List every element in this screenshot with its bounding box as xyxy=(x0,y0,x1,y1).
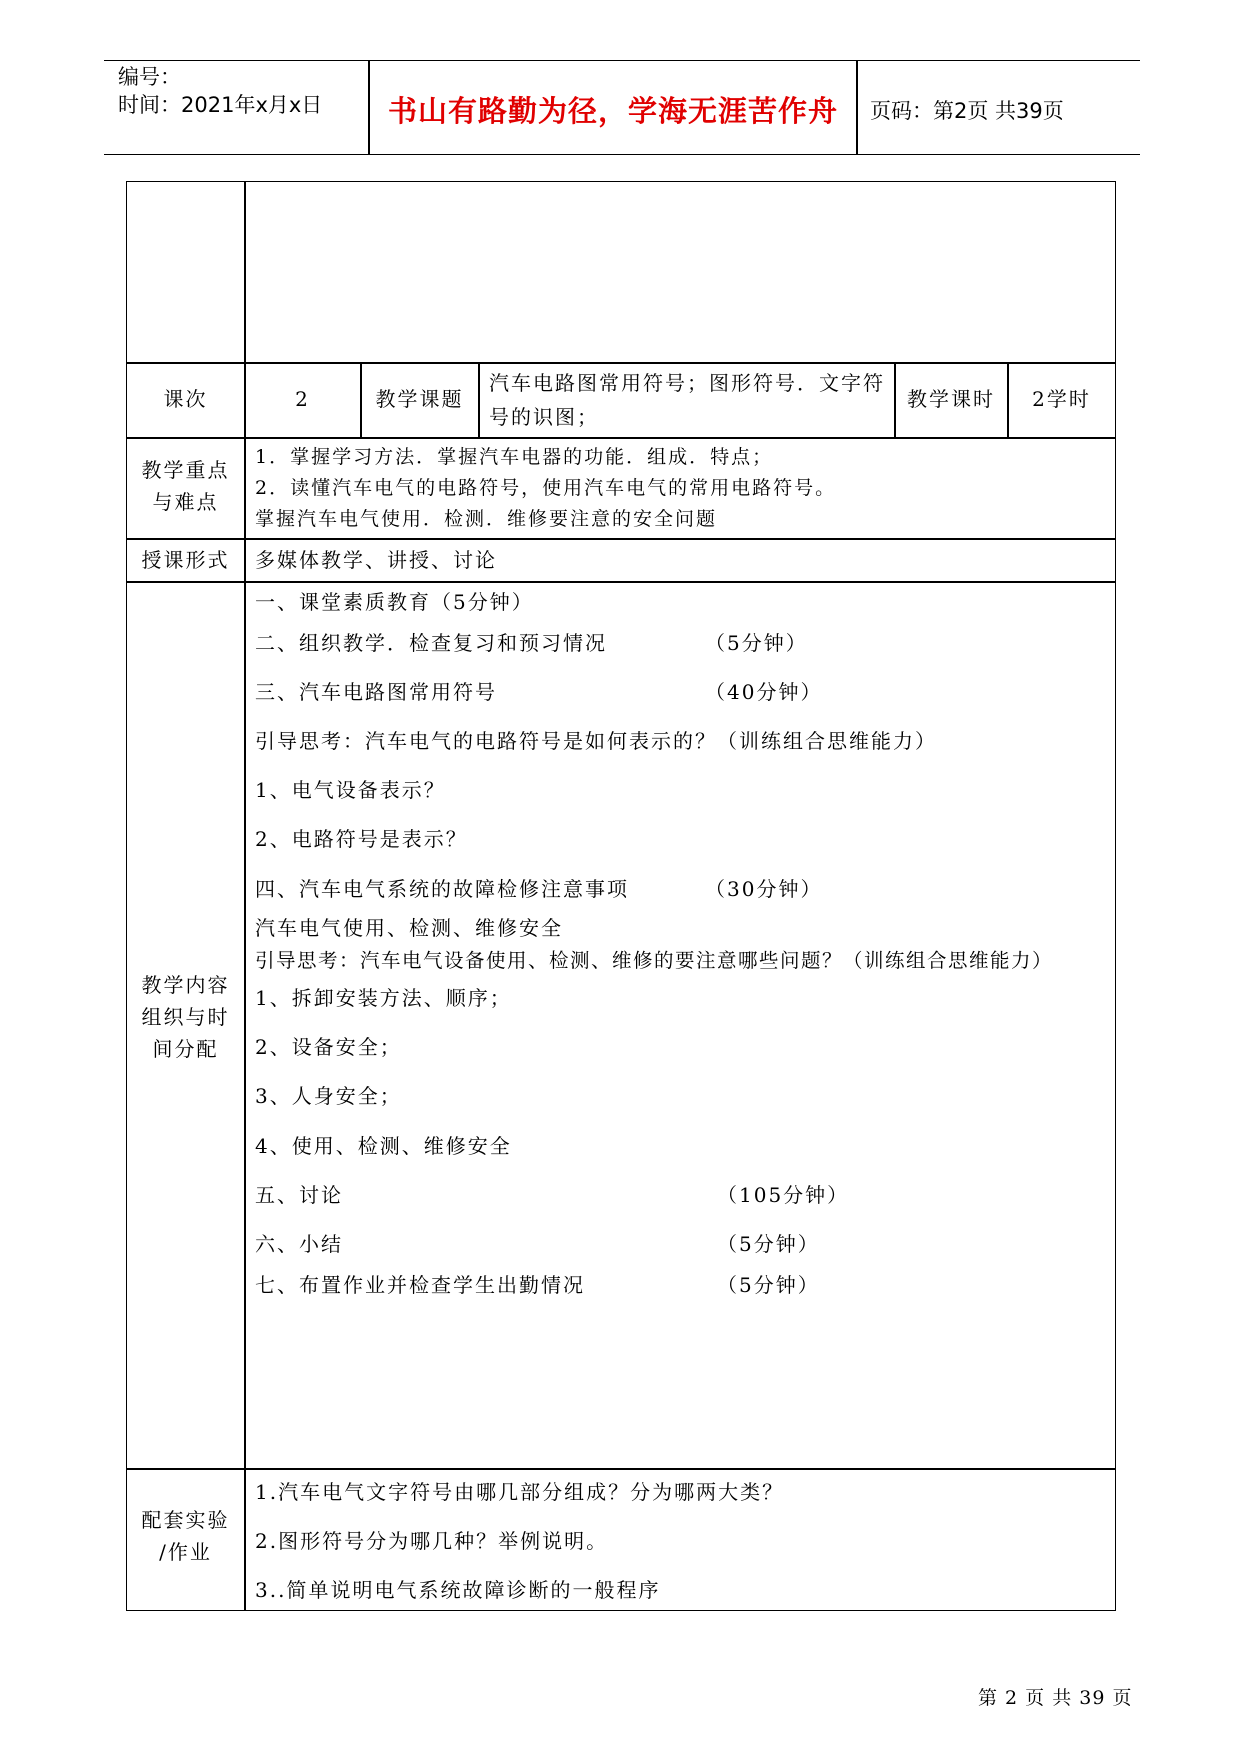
content-item-time: （5分钟） xyxy=(705,631,808,655)
homework-label-line: /作业 xyxy=(159,1540,212,1564)
content-item: 1、拆卸安装方法、顺序； xyxy=(255,986,512,1010)
header-page-info: 页码：第2页 共39页 xyxy=(870,99,1064,123)
homework-label xyxy=(127,1504,244,1568)
content-item-time: （30分钟） xyxy=(705,877,823,901)
content-item: 汽车电气使用、检测、维修安全 xyxy=(255,916,563,940)
header-meta xyxy=(118,63,322,119)
form-value: 多媒体教学、讲授、讨论 xyxy=(255,548,497,572)
content-item: 五、讨论 xyxy=(255,1183,343,1207)
content-item: 七、布置作业并检查学生出勤情况 xyxy=(255,1273,585,1297)
homework-line: 3..简单说明电气系统故障诊断的一般程序 xyxy=(255,1578,661,1602)
hours-label: 教学课时 xyxy=(907,387,995,411)
topic-line: 汽车电路图常用符号；图形符号．文字符 xyxy=(489,371,885,395)
content-item: 2、设备安全； xyxy=(255,1035,402,1059)
content-item: 引导思考：汽车电气的电路符号是如何表示的？（训练组合思维能力） xyxy=(255,729,937,753)
content-item-time: （40分钟） xyxy=(705,680,823,704)
content-item: 二、组织教学．检查复习和预习情况 xyxy=(255,631,607,655)
row-divider xyxy=(127,538,1115,540)
topic-line: 号的识图； xyxy=(489,405,599,429)
content-label-line: 间分配 xyxy=(152,1037,219,1061)
lesson-plan-table xyxy=(126,181,1116,1611)
motto: 书山有路勤为径，学海无涯苦作舟 xyxy=(387,94,838,128)
column-divider xyxy=(478,362,480,437)
topic-label: 教学课题 xyxy=(375,387,464,411)
content-item: 3、人身安全； xyxy=(255,1084,402,1108)
focus-content xyxy=(255,442,836,535)
row-divider xyxy=(127,581,1115,583)
content-item: 2、电路符号是表示？ xyxy=(255,827,468,851)
focus-label xyxy=(127,454,244,518)
content-item-time: （5分钟） xyxy=(717,1273,820,1297)
page-header xyxy=(104,60,1140,155)
header-divider xyxy=(856,61,858,154)
content-item-time: （5分钟） xyxy=(717,1232,820,1256)
content-item: 4、使用、检测、维修安全 xyxy=(255,1134,512,1158)
focus-line: 掌握汽车电气使用．检测．维修要注意的安全问题 xyxy=(255,508,718,530)
content-label xyxy=(127,969,244,1065)
content-item: 1、电气设备表示？ xyxy=(255,778,446,802)
content-item: 一、课堂素质教育（5分钟） xyxy=(255,590,534,614)
content-item: 引导思考：汽车电气设备使用、检测、维修的要注意哪些问题？（训练组合思维能力） xyxy=(255,949,1054,972)
session-value: 2 xyxy=(295,387,310,411)
focus-label-line: 教学重点 xyxy=(141,458,230,482)
content-item: 三、汽车电路图常用符号 xyxy=(255,680,497,704)
topic-value xyxy=(489,366,885,434)
content-label-line: 教学内容 xyxy=(141,973,230,997)
focus-line: 1．掌握学习方法．掌握汽车电器的功能．组成．特点； xyxy=(255,446,774,468)
homework-label-line: 配套实验 xyxy=(141,1508,230,1532)
focus-line: 2．读懂汽车电气的电路符号，使用汽车电气的常用电路符号。 xyxy=(255,477,837,499)
content-item: 六、小结 xyxy=(255,1232,343,1256)
form-label: 授课形式 xyxy=(141,548,230,572)
content-label-line: 组织与时 xyxy=(141,1005,230,1029)
row-divider xyxy=(127,1468,1115,1470)
time-label: 时间：2021年x月x日 xyxy=(118,93,323,117)
number-label: 编号： xyxy=(118,65,181,89)
homework-line: 2.图形符号分为哪几种？举例说明。 xyxy=(255,1529,609,1553)
page-footer: 第 2 页 共 39 页 xyxy=(978,1687,1133,1709)
content-item: 四、汽车电气系统的故障检修注意事项 xyxy=(255,877,629,901)
row-divider xyxy=(127,362,1115,364)
row-divider xyxy=(127,437,1115,439)
session-label: 课次 xyxy=(163,387,208,411)
content-item-time: （105分钟） xyxy=(717,1183,850,1207)
homework-line: 1.汽车电气文字符号由哪几部分组成？分为哪两大类？ xyxy=(255,1480,785,1504)
hours-value: 2学时 xyxy=(1032,387,1091,411)
focus-label-line: 与难点 xyxy=(152,490,219,514)
